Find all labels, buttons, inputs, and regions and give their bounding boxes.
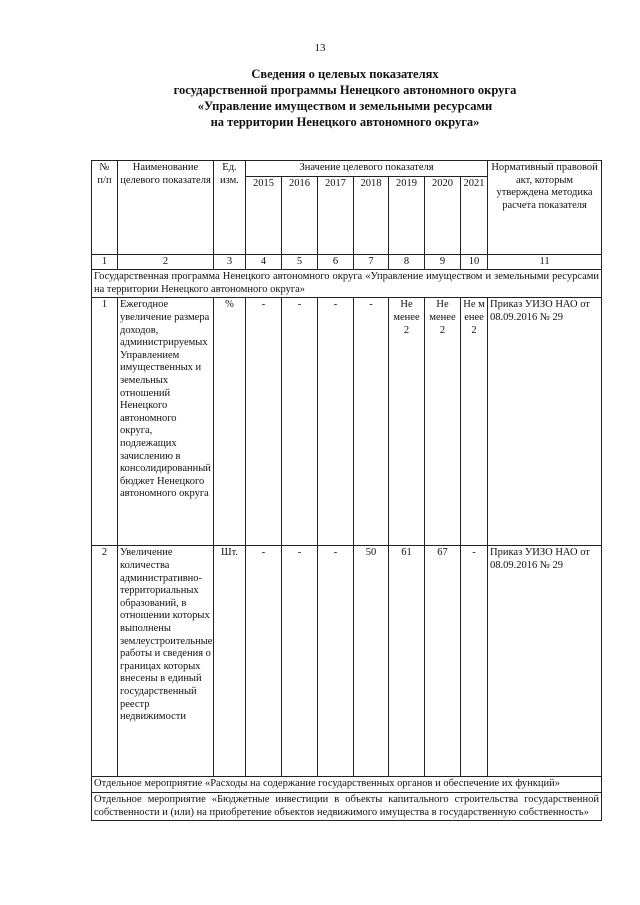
value-cell: - [318,298,354,546]
indicators-table [91,160,602,821]
header-num: № п/п [92,161,118,255]
header-value-group: Значение целевого показателя [246,161,488,177]
value-cell: - [282,298,318,546]
value-cell: - [354,298,389,546]
value-cell: - [461,546,488,777]
value-cell: Не менее 2 [389,298,425,546]
unit-cell: % [214,298,246,546]
program-title-cell: Государственная программа Ненецкого автономного округа «Управление имуществом и земельными ресурсами на территории Ненецкого автономного округа» [92,270,602,298]
column-number: 7 [354,254,389,270]
column-number-row [92,254,602,270]
activity-cell: Отдельное мероприятие «Расходы на содержание государственных органов и обеспечение их функций» [92,777,602,793]
header-year: 2018 [354,176,389,254]
column-number: 6 [318,254,354,270]
value-cell: 61 [389,546,425,777]
table-row [92,298,602,546]
value-cell: 50 [354,546,389,777]
column-number: 10 [461,254,488,270]
header-year: 2017 [318,176,354,254]
header-name: Наименование целевого показателя [118,161,214,255]
title-line-3: «Управление имуществом и земельными ресурсами [197,99,493,113]
row-number: 2 [92,546,118,777]
activity-row [92,777,602,793]
column-number: 9 [425,254,461,270]
header-year: 2021 [461,176,488,254]
value-cell: - [282,546,318,777]
header-year: 2016 [282,176,318,254]
column-number: 11 [488,254,602,270]
header-row [92,161,602,177]
table-row [92,546,602,777]
activity-row [92,792,602,820]
title-line-1: Сведения о целевых показателях [251,67,439,81]
column-number: 1 [92,254,118,270]
indicator-name: Ежегодное увеличение размера доходов, администрируемых Управлением имущественных и земельных отношений Ненецкого автономного округа, подлежащих зачислению в консолидированный бюджет Ненецкого автономного округа [118,298,214,546]
column-number: 2 [118,254,214,270]
page-number: 13 [314,42,326,54]
legal-act-cell: Приказ УИЗО НАО от 08.09.2016 № 29 [488,298,602,546]
title-line-4: на территории Ненецкого автономного округа» [210,115,480,129]
value-cell: - [318,546,354,777]
column-number: 8 [389,254,425,270]
program-row [92,270,602,298]
document-title [80,66,610,130]
legal-act-cell: Приказ УИЗО НАО от 08.09.2016 № 29 [488,546,602,777]
value-cell: Не менее 2 [425,298,461,546]
column-number: 4 [246,254,282,270]
title-line-2: государственной программы Ненецкого автономного округа [173,83,517,97]
value-cell: Не менее 2 [461,298,488,546]
activity-cell: Отдельное мероприятие «Бюджетные инвестиции в объекты капитального строительства государственной собственности и (или) на приобретение объектов недвижимого имущества в государственную собственность» [92,792,602,820]
header-year: 2015 [246,176,282,254]
unit-cell: Шт. [214,546,246,777]
row-number: 1 [92,298,118,546]
header-unit: Ед. изм. [214,161,246,255]
column-number: 3 [214,254,246,270]
column-number: 5 [282,254,318,270]
header-year: 2019 [389,176,425,254]
indicator-name: Увеличение количества административно-территориальных образований, в отношении которых выполнены землеустроительные работы и сведения о границах которых внесены в единый государственный реестр недвижимости [118,546,214,777]
header-act: Нормативный правовой акт, которым утверждена методика расчета показателя [488,161,602,255]
value-cell: - [246,298,282,546]
value-cell: - [246,546,282,777]
value-cell: 67 [425,546,461,777]
header-year: 2020 [425,176,461,254]
